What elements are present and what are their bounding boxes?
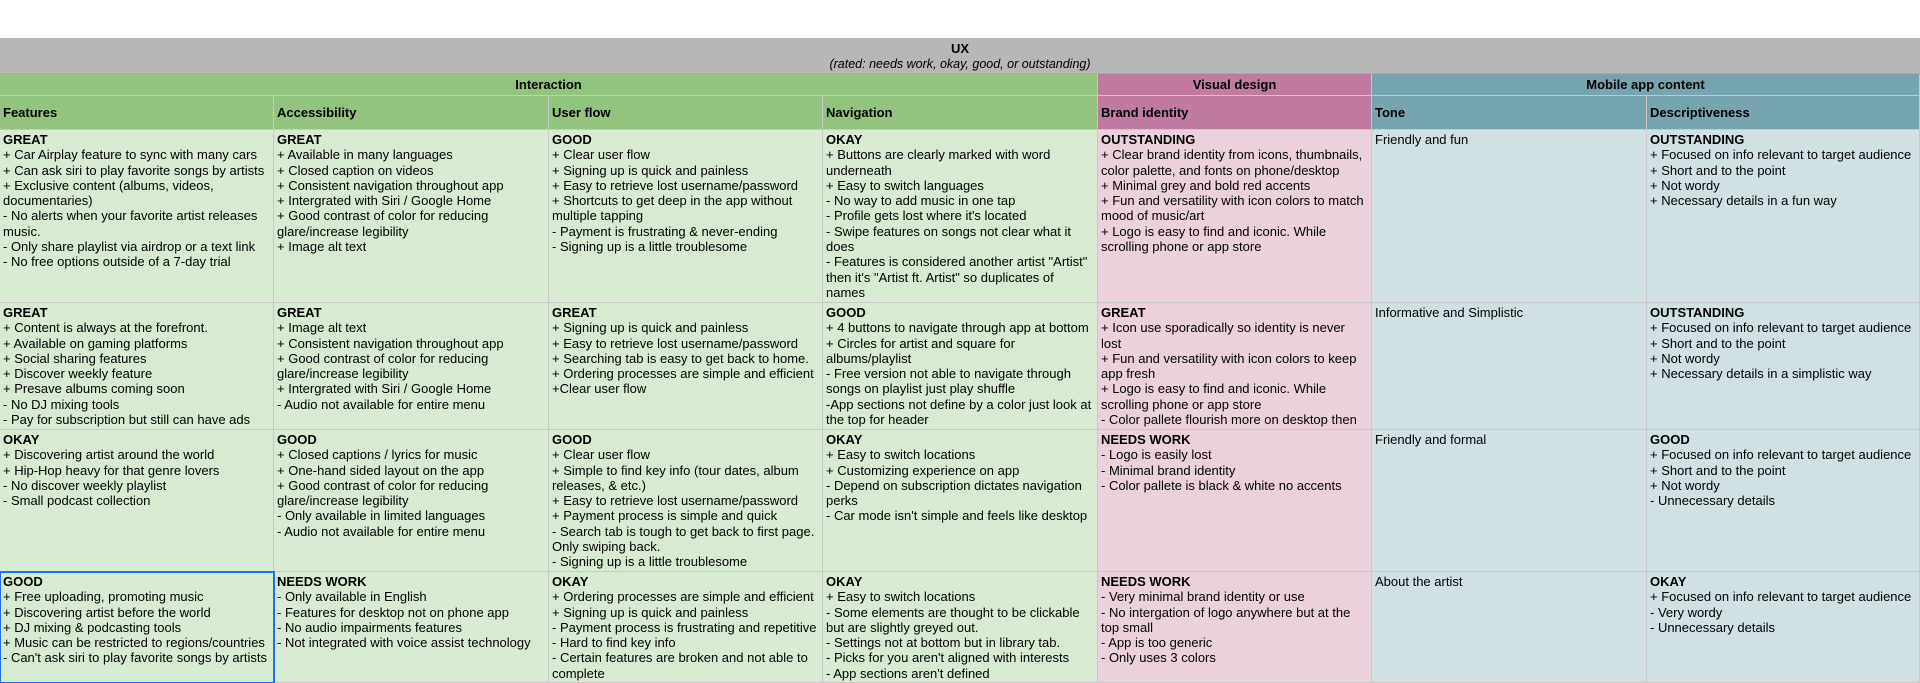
cell-text-line: - Only available in limited languages: [277, 508, 486, 524]
cell-text-line: - Profile gets lost where it's located: [826, 208, 1027, 224]
cell-text-line: but are slightly greyed out.: [826, 619, 979, 635]
cell-text-line: - Only uses 3 colors: [1101, 650, 1216, 666]
rating-label: GREAT: [552, 305, 597, 320]
cell-text-line: top small: [1101, 619, 1154, 635]
cell-text-line: + Social sharing features: [3, 350, 147, 366]
cell-text-line: + Discovering artist around the world: [3, 447, 215, 463]
cell-text-line: + Short and to the point: [1650, 162, 1786, 178]
cell-text-line: + Content is always at the forefront.: [3, 320, 208, 336]
cell-text-line: + Hip-Hop heavy for that genre lovers: [3, 462, 220, 478]
cell-text-line: + Signing up is quick and painless: [552, 604, 749, 620]
cell-text-line: + Focused on info relevant to target audience: [1650, 320, 1912, 336]
cell-text-line: - Only share playlist via airdrop or a text link: [3, 239, 256, 255]
cell-text-line: + Intergrated with Siri / Google Home: [277, 381, 492, 397]
cell-text-line: +Clear user flow: [552, 381, 647, 397]
cell-text-line: + Not wordy: [1650, 350, 1720, 366]
group-header-interaction[interactable]: Interaction: [0, 74, 1098, 96]
cell-text-line: - No free options outside of a 7-day trial: [3, 254, 231, 270]
cell-text-line: - Pay for subscription but still can have ads: [3, 412, 251, 428]
cell-text-line: + Good contrast of color for reducing: [277, 477, 489, 493]
cell-text-line: + Simple to find key info (tour dates, album: [552, 462, 799, 478]
cell-text-line: releases, & etc.): [552, 477, 646, 493]
cell-accessibility[interactable]: [274, 130, 549, 303]
cell-text-line: - Car mode isn't simple and feels like desktop: [826, 508, 1088, 524]
cell-text-line: - Color pallete is black & white no accents: [1101, 477, 1342, 493]
cell-text-line: + Music can be restricted to regions/countries: [3, 635, 265, 651]
cell-text-line: + Car Airplay feature to sync with many cars: [3, 147, 257, 163]
cell-descriptiveness[interactable]: [1647, 130, 1920, 303]
cell-text-line: the top for header: [826, 412, 929, 428]
cell-text-line: - No alerts when your favorite artist releases: [3, 208, 258, 224]
cell-text-line: + Logo is easy to find and iconic. While: [1101, 223, 1327, 239]
rating-label: GOOD: [3, 574, 43, 589]
cell-text-line: - Picks for you aren't aligned with interests: [826, 650, 1070, 666]
cell-text-line: + Focused on info relevant to target audience: [1650, 447, 1912, 463]
cell-text-line: - Small podcast collection: [3, 493, 151, 509]
cell-text-line: + Presave albums coming soon: [3, 381, 185, 397]
cell-text-line: + Discover weekly feature: [3, 366, 153, 382]
rating-label: GREAT: [3, 132, 48, 147]
rating-label: GOOD: [277, 432, 317, 447]
cell-text-line: + Closed captions / lyrics for music: [277, 447, 478, 463]
cell-text-line: - Can't ask siri to play favorite songs by artists: [3, 650, 268, 666]
cell-descriptiveness[interactable]: [1647, 303, 1920, 430]
cell-accessibility[interactable]: [274, 430, 549, 572]
rating-label: OKAY: [552, 574, 589, 589]
cell-text-line: + Signing up is quick and painless: [552, 320, 749, 336]
cell-text-line: + Searching tab is easy to get back to home.: [552, 350, 809, 366]
cell-text-line: + Circles for artist and square for: [826, 335, 1015, 351]
ux-banner[interactable]: [0, 38, 1920, 74]
cell-text-line: - Search tab is tough to get back to first page.: [552, 523, 815, 539]
cell-text-line: + Good contrast of color for reducing: [277, 208, 489, 224]
cell-accessibility[interactable]: [274, 303, 549, 430]
cell-text-line: + Discovering artist before the world: [3, 604, 211, 620]
cell-text-line: Friendly and fun: [1375, 132, 1469, 147]
cell-text-line: - Not integrated with voice assist technology: [277, 635, 531, 651]
cell-text-line: + Focused on info relevant to target audience: [1650, 147, 1912, 163]
cell-text-line: + Short and to the point: [1650, 462, 1786, 478]
column-header-features[interactable]: Features: [0, 96, 274, 130]
cell-text-line: - Some elements are thought to be clickable: [826, 604, 1080, 620]
cell-text-line: color palette, and fonts on phone/desktop: [1101, 162, 1340, 178]
cell-text-line: - No way to add music in one tap: [826, 193, 1016, 209]
column-header-navigation[interactable]: Navigation: [823, 96, 1098, 130]
cell-text-line: multiple tapping: [552, 208, 644, 224]
cell-text-line: Informative and Simplistic: [1375, 305, 1524, 320]
rating-label: OUTSTANDING: [1650, 305, 1745, 320]
cell-text-line: + Necessary details in a simplistic way: [1650, 366, 1872, 382]
cell-text-line: - No intergation of logo anywhere but at the: [1101, 604, 1351, 620]
cell-text-line: mood of music/art: [1101, 208, 1205, 224]
banner-title: UX: [950, 41, 970, 56]
cell-user-flow[interactable]: [549, 430, 823, 572]
column-header-user-flow[interactable]: User flow: [549, 96, 823, 130]
cell-text-line: + Buttons are clearly marked with word: [826, 147, 1051, 163]
cell-text-line: + Shortcuts to get deep in the app without: [552, 193, 793, 209]
cell-text-line: - Hard to find key info: [552, 635, 676, 651]
cell-text-line: -App sections not define by a color just look at: [826, 396, 1092, 412]
cell-text-line: - Swipe features on songs not clear what it: [826, 223, 1071, 239]
cell-text-line: perks: [826, 493, 858, 509]
cell-text-line: - Unnecessary details: [1650, 493, 1775, 509]
cell-text-line: + Icon use sporadically so identity is never lost: [1101, 320, 1345, 351]
cell-text-line: Only swiping back.: [552, 539, 661, 555]
rating-label: GOOD: [552, 132, 592, 147]
rating-label: OKAY: [826, 432, 863, 447]
cell-text-line: music.: [3, 223, 41, 239]
cell-text-line: names: [826, 284, 866, 300]
rating-label: OKAY: [1650, 574, 1687, 589]
cell-text-line: then it's "Artist ft. Artist" so duplicates of: [826, 269, 1054, 285]
cell-text-line: - Minimal brand identity: [1101, 462, 1236, 478]
cell-navigation[interactable]: [823, 572, 1098, 683]
rating-label: OUTSTANDING: [1650, 132, 1745, 147]
cell-text-line: does: [826, 239, 855, 255]
cell-features[interactable]: [0, 430, 274, 572]
cell-text-line: - Payment process is frustrating and repetitive: [552, 619, 817, 635]
cell-text-line: - Audio not available for entire menu: [277, 396, 486, 412]
cell-navigation[interactable]: [823, 130, 1098, 303]
cell-text-line: About the artist: [1375, 574, 1463, 589]
banner-subtitle: (rated: needs work, okay, good, or outstanding): [829, 57, 1091, 71]
cell-text-line: + Fun and versatility with icon colors to match: [1101, 193, 1364, 209]
column-header-accessibility[interactable]: Accessibility: [274, 96, 549, 130]
cell-navigation[interactable]: [823, 303, 1098, 430]
rating-label: OKAY: [3, 432, 40, 447]
cell-accessibility[interactable]: [274, 572, 549, 683]
cell-features[interactable]: [0, 572, 274, 683]
cell-text-line: Friendly and formal: [1375, 432, 1487, 447]
cell-text-line: + Easy to switch locations: [826, 447, 976, 463]
cell-user-flow[interactable]: [549, 572, 823, 683]
cell-text-line: - Very wordy: [1650, 604, 1723, 620]
cell-text-line: songs on playlist just play shuffle: [826, 381, 1016, 397]
cell-text-line: - No discover weekly playlist: [3, 477, 167, 493]
cell-text-line: + DJ mixing & podcasting tools: [3, 619, 182, 635]
cell-text-line: - Depend on subscription dictates navigation: [826, 477, 1082, 493]
cell-text-line: + Available in many languages: [277, 147, 453, 163]
cell-text-line: + Closed caption on videos: [277, 162, 434, 178]
cell-text-line: albums/playlist: [826, 350, 912, 366]
cell-text-line: scrolling phone or app store: [1101, 239, 1262, 255]
cell-text-line: + Logo is easy to find and iconic. While: [1101, 381, 1327, 397]
cell-text-line: - Only available in English: [277, 589, 427, 605]
cell-text-line: + Not wordy: [1650, 477, 1720, 493]
rating-label: GOOD: [826, 305, 866, 320]
sheet-top-area: [0, 0, 1920, 38]
cell-text-line: + Not wordy: [1650, 177, 1720, 193]
cell-text-line: + Minimal grey and bold red accents: [1101, 177, 1311, 193]
cell-tone[interactable]: [1372, 430, 1647, 572]
cell-brand-identity[interactable]: [1098, 130, 1372, 303]
cell-text-line: + Intergrated with Siri / Google Home: [277, 193, 492, 209]
cell-text-line: + Easy to retrieve lost username/password: [552, 493, 799, 509]
rating-label: GOOD: [552, 432, 592, 447]
cell-descriptiveness[interactable]: [1647, 572, 1920, 683]
cell-features[interactable]: [0, 303, 274, 430]
cell-text-line: + Payment process is simple and quick: [552, 508, 778, 524]
cell-text-line: + Clear user flow: [552, 447, 650, 463]
column-header-tone[interactable]: Tone: [1372, 96, 1647, 130]
cell-text-line: + One-hand sided layout on the app: [277, 462, 485, 478]
rating-label: GREAT: [277, 132, 322, 147]
cell-user-flow[interactable]: [549, 303, 823, 430]
cell-text-line: + Easy to switch languages: [826, 177, 984, 193]
cell-text-line: + Easy to retrieve lost username/password: [552, 177, 799, 193]
cell-text-line: - Features for desktop not on phone app: [277, 604, 509, 620]
cell-text-line: + Consistent navigation throughout app: [277, 177, 504, 193]
rating-label: GREAT: [1101, 305, 1146, 320]
cell-text-line: documentaries): [3, 193, 93, 209]
column-header-descriptiveness[interactable]: Descriptiveness: [1647, 96, 1920, 130]
cell-text-line: glare/increase legibility: [277, 493, 409, 509]
cell-tone[interactable]: [1372, 303, 1647, 430]
cell-text-line: + Fun and versatility with icon colors to keep: [1101, 350, 1357, 366]
rating-label: GREAT: [277, 305, 322, 320]
rating-label: NEEDS WORK: [1101, 432, 1191, 447]
group-header-visual-design[interactable]: Visual design: [1098, 74, 1372, 96]
cell-text-line: + Short and to the point: [1650, 335, 1786, 351]
cell-text-line: + Clear user flow: [552, 147, 650, 163]
cell-features[interactable]: [0, 130, 274, 303]
cell-descriptiveness[interactable]: [1647, 430, 1920, 572]
cell-text-line: - Very minimal brand identity or use: [1101, 589, 1305, 605]
rating-label: OKAY: [826, 132, 863, 147]
cell-text-line: - No audio impairments features: [277, 619, 462, 635]
cell-text-line: + Exclusive content (albums, videos,: [3, 177, 214, 193]
cell-text-line: + Focused on info relevant to target audience: [1650, 589, 1912, 605]
cell-text-line: + Signing up is quick and painless: [552, 162, 749, 178]
cell-text-line: app fresh: [1101, 366, 1156, 382]
cell-text-line: underneath: [826, 162, 892, 178]
cell-text-line: glare/increase legibility: [277, 366, 409, 382]
cell-text-line: + Good contrast of color for reducing: [277, 350, 489, 366]
cell-navigation[interactable]: [823, 430, 1098, 572]
cell-text-line: - Unnecessary details: [1650, 619, 1775, 635]
cell-text-line: + 4 buttons to navigate through app at bottom: [826, 320, 1089, 336]
cell-brand-identity[interactable]: [1098, 303, 1372, 430]
cell-text-line: - Certain features are broken and not able to: [552, 650, 808, 666]
cell-tone[interactable]: [1372, 572, 1647, 683]
cell-text-line: glare/increase legibility: [277, 223, 409, 239]
cell-text-line: + Ordering processes are simple and efficient: [552, 589, 814, 605]
cell-text-line: complete: [552, 665, 605, 681]
rating-label: NEEDS WORK: [277, 574, 367, 589]
cell-text-line: + Image alt text: [277, 239, 367, 255]
cell-text-line: - Signing up is a little troublesome: [552, 239, 748, 255]
cell-text-line: scrolling phone or app store: [1101, 396, 1262, 412]
cell-text-line: - Settings not at bottom but in library tab.: [826, 635, 1061, 651]
cell-text-line: + Consistent navigation throughout app: [277, 335, 504, 351]
cell-brand-identity[interactable]: [1098, 572, 1372, 683]
cell-text-line: - Features is considered another artist "Artist": [826, 254, 1088, 270]
group-header-mobile-app-content[interactable]: Mobile app content: [1372, 74, 1920, 96]
rating-label: GREAT: [3, 305, 48, 320]
rating-label: NEEDS WORK: [1101, 574, 1191, 589]
cell-text-line: + Easy to switch locations: [826, 589, 976, 605]
cell-text-line: + Available on gaming platforms: [3, 335, 188, 351]
cell-tone[interactable]: [1372, 130, 1647, 303]
cell-text-line: - Free version not able to navigate through: [826, 366, 1071, 382]
cell-text-line: - App is too generic: [1101, 635, 1213, 651]
cell-text-line: - No DJ mixing tools: [3, 396, 120, 412]
cell-text-line: + Easy to retrieve lost username/password: [552, 335, 799, 351]
cell-text-line: - App sections aren't defined: [826, 665, 990, 681]
cell-text-line: + Customizing experience on app: [826, 462, 1020, 478]
cell-text-line: - Payment is frustrating & never-ending: [552, 223, 778, 239]
rating-label: GOOD: [1650, 432, 1690, 447]
cell-text-line: - Color pallete flourish more on desktop then: [1101, 412, 1357, 428]
cell-text-line: + Can ask siri to play favorite songs by artists: [3, 162, 265, 178]
cell-text-line: - Logo is easily lost: [1101, 447, 1212, 463]
cell-brand-identity[interactable]: [1098, 430, 1372, 572]
cell-user-flow[interactable]: [549, 130, 823, 303]
cell-text-line: + Ordering processes are simple and efficient: [552, 366, 814, 382]
rating-label: OUTSTANDING: [1101, 132, 1196, 147]
cell-text-line: + Image alt text: [277, 320, 367, 336]
cell-text-line: - Signing up is a little troublesome: [552, 554, 748, 570]
rating-label: OKAY: [826, 574, 863, 589]
cell-text-line: + Necessary details in a fun way: [1650, 193, 1837, 209]
cell-text-line: - Audio not available for entire menu: [277, 523, 486, 539]
cell-text-line: + Clear brand identity from icons, thumbnails,: [1101, 147, 1363, 163]
column-header-brand-identity[interactable]: Brand identity: [1098, 96, 1372, 130]
cell-text-line: + Free uploading, promoting music: [3, 589, 204, 605]
